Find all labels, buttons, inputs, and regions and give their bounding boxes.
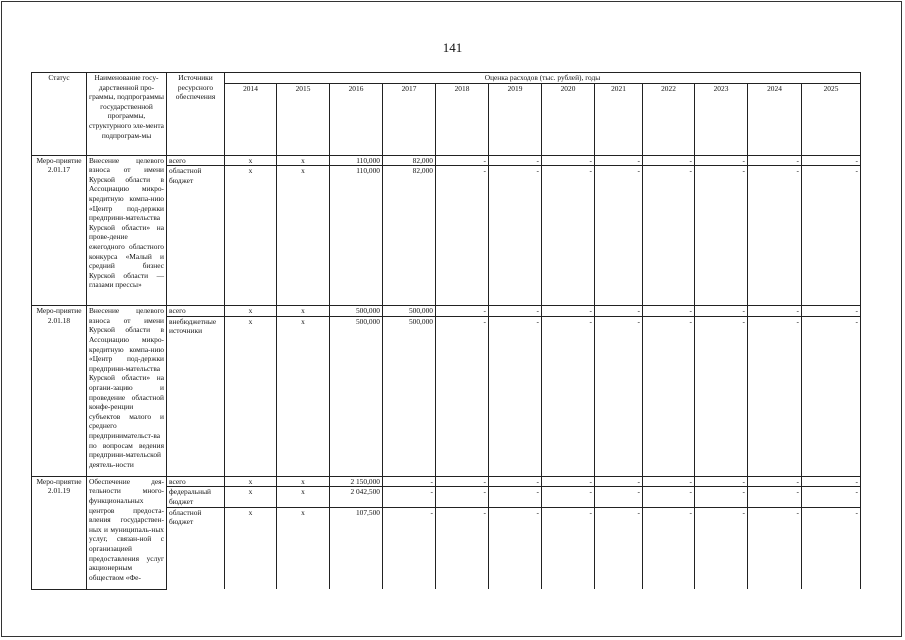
header-year: 2023 <box>695 83 748 155</box>
funding-source: всего <box>167 306 225 317</box>
value-cell: 107,500 <box>330 507 383 589</box>
funding-source: всего <box>167 155 225 166</box>
value-cell: - <box>695 316 748 476</box>
value-cell: - <box>489 166 542 306</box>
value-cell: - <box>748 316 802 476</box>
value-cell: х <box>225 476 277 487</box>
value-cell: - <box>436 476 489 487</box>
value-cell: - <box>489 476 542 487</box>
value-cell: х <box>277 487 330 507</box>
value-cell: - <box>748 155 802 166</box>
value-cell: - <box>489 507 542 589</box>
value-cell: - <box>643 306 695 317</box>
header-year: 2024 <box>748 83 802 155</box>
value-cell: - <box>748 487 802 507</box>
value-cell: - <box>595 487 643 507</box>
value-cell: - <box>802 476 861 487</box>
activity-status: Меро-приятие 2.01.18 <box>32 306 87 477</box>
activity-status: Меро-приятие 2.01.19 <box>32 476 87 589</box>
value-cell: - <box>436 316 489 476</box>
value-cell: - <box>802 155 861 166</box>
table-row <box>32 476 861 487</box>
value-cell: - <box>542 476 595 487</box>
funding-source: областной бюджет <box>167 166 225 306</box>
value-cell: 2 150,000 <box>330 476 383 487</box>
value-cell: - <box>802 306 861 317</box>
value-cell: - <box>595 507 643 589</box>
funding-source: всего <box>167 476 225 487</box>
value-cell: 110,000 <box>330 155 383 166</box>
activity-name: Обеспечение дея-тельности много-функциональных центров предоста-вления государствен-ных и муниципаль-ных услуг, связан-ной с организацией предоставления услуг акционерным обществом «Фе- <box>87 476 167 589</box>
value-cell: - <box>542 166 595 306</box>
value-cell: - <box>595 316 643 476</box>
header-name: Наименование госу-дарственной про-граммы, подпрограммы государственной программы, структурного эле-мента подпрограм-мы <box>87 73 167 156</box>
value-cell: - <box>643 487 695 507</box>
header-year: 2019 <box>489 83 542 155</box>
header-year: 2025 <box>802 83 861 155</box>
value-cell: - <box>436 155 489 166</box>
value-cell: х <box>225 155 277 166</box>
value-cell: 82,000 <box>383 166 436 306</box>
value-cell: - <box>489 487 542 507</box>
value-cell: - <box>383 476 436 487</box>
value-cell: - <box>643 476 695 487</box>
value-cell: 500,000 <box>330 306 383 317</box>
value-cell: 500,000 <box>383 306 436 317</box>
value-cell: - <box>802 166 861 306</box>
page-number: 141 <box>442 40 463 55</box>
value-cell: 2 042,500 <box>330 487 383 507</box>
header-year: 2015 <box>277 83 330 155</box>
value-cell: - <box>748 507 802 589</box>
value-cell: х <box>277 166 330 306</box>
value-cell: - <box>383 487 436 507</box>
value-cell: х <box>225 487 277 507</box>
value-cell: - <box>595 166 643 306</box>
value-cell: х <box>225 306 277 317</box>
activity-status: Меро-приятие 2.01.17 <box>32 155 87 306</box>
value-cell: - <box>643 316 695 476</box>
header-year: 2018 <box>436 83 489 155</box>
value-cell: - <box>489 155 542 166</box>
value-cell: - <box>802 316 861 476</box>
value-cell: - <box>595 306 643 317</box>
value-cell: х <box>277 155 330 166</box>
value-cell: - <box>748 476 802 487</box>
value-cell: - <box>748 166 802 306</box>
value-cell: - <box>695 507 748 589</box>
value-cell: - <box>383 507 436 589</box>
header-year: 2017 <box>383 83 436 155</box>
value-cell: - <box>695 166 748 306</box>
value-cell: 500,000 <box>383 316 436 476</box>
value-cell: - <box>695 155 748 166</box>
value-cell: х <box>225 166 277 306</box>
value-cell: - <box>489 316 542 476</box>
value-cell: х <box>277 316 330 476</box>
activity-name: Внесение целевого взноса от имени Курской области в Ассоциацию микро-кредитную компа-нию «Центр под-держки предприни-мательства Курской области» на прове-дение ежегодного областного конкурса «Малый и средний бизнес Курской области — глазами прессы» <box>87 155 167 306</box>
header-year: 2014 <box>225 83 277 155</box>
value-cell: х <box>277 507 330 589</box>
header-year: 2016 <box>330 83 383 155</box>
header-year: 2022 <box>643 83 695 155</box>
value-cell: - <box>542 306 595 317</box>
value-cell: 110,000 <box>330 166 383 306</box>
value-cell: - <box>643 507 695 589</box>
value-cell: - <box>542 487 595 507</box>
value-cell: - <box>542 316 595 476</box>
value-cell: х <box>225 316 277 476</box>
budget-table <box>31 72 861 590</box>
funding-source: областной бюджет <box>167 507 225 589</box>
value-cell: - <box>695 487 748 507</box>
value-cell: - <box>643 166 695 306</box>
value-cell: - <box>595 476 643 487</box>
funding-source: федеральный бюджет <box>167 487 225 507</box>
value-cell: 500,000 <box>330 316 383 476</box>
value-cell: - <box>643 155 695 166</box>
value-cell: 82,000 <box>383 155 436 166</box>
header-year: 2020 <box>542 83 595 155</box>
value-cell: - <box>542 155 595 166</box>
header-year: 2021 <box>595 83 643 155</box>
value-cell: х <box>277 476 330 487</box>
value-cell: - <box>542 507 595 589</box>
value-cell: х <box>225 507 277 589</box>
value-cell: - <box>436 507 489 589</box>
value-cell: - <box>695 306 748 317</box>
value-cell: - <box>748 306 802 317</box>
value-cell: - <box>695 476 748 487</box>
header-cost-estimate: Оценка расходов (тыс. рублей), годы <box>225 73 861 84</box>
value-cell: - <box>802 487 861 507</box>
header-status: Статус <box>32 73 87 156</box>
table-row <box>32 155 861 166</box>
header-sources: Источники ресурсного обеспечения <box>167 73 225 156</box>
value-cell: х <box>277 306 330 317</box>
value-cell: - <box>595 155 643 166</box>
value-cell: - <box>802 507 861 589</box>
value-cell: - <box>436 166 489 306</box>
value-cell: - <box>489 306 542 317</box>
value-cell: - <box>436 306 489 317</box>
value-cell: - <box>436 487 489 507</box>
table-row <box>32 306 861 317</box>
funding-source: внебюджетные источники <box>167 316 225 476</box>
activity-name: Внесение целевого взноса от имени Курской области в Ассоциацию микро-кредитную компа-нию «Центр под-держки предприни-мательства Курской области» на органи-зацию и проведение областной конфе-ренции субъектов малого и среднего предпринимательст-ва по вопросам ведения предприни-мательской деятель-ности <box>87 306 167 477</box>
